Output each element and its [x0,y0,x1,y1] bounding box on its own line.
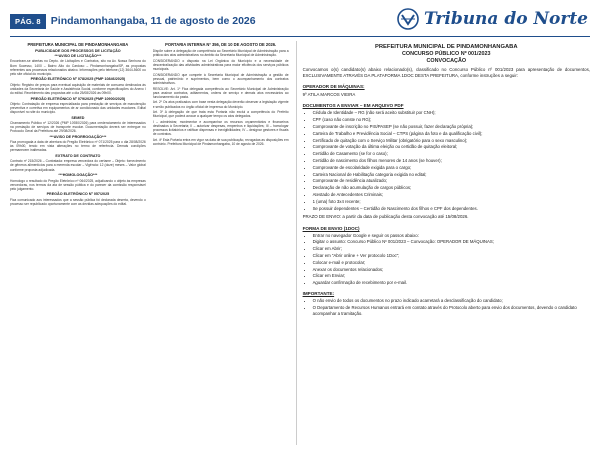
document-item: • 1 (uma) foto 3x4 recente; [313,199,590,205]
col1-section [10,54,146,76]
col1-section-head: EXTRATO DE CONTRATO [55,154,101,159]
document-item: • Comprovante de residência atualizado; [313,178,590,184]
logo-wordmark: Tribuna do Norte [423,9,588,29]
col2-title: PORTARIA INTERNA Nº 356, DE 10 DE AGOSTO DE 2026. [165,42,277,47]
role-heading: OPERADOR DE MÁQUINAS: [302,84,365,90]
convocacao-title: PREFEITURA MUNICIPAL DE PINDAMONHANGABA [374,44,518,50]
document-item: • Carteira Nacional de Habilitação categoria exigida no edital; [313,172,590,178]
important-item: • O Departamento de Recursos Humanos entrará em contato através do Protocolo aberto para envio dos documentos, devendo o candidato acompanhar a tramitação. [313,305,590,317]
step-item: • Clicar em Abrir; [313,246,590,252]
important-list [303,298,590,316]
col1-section [10,116,146,134]
col1-section-head: PREGÃO ELETRÔNICO Nº 057/2025 [46,192,110,197]
col1-section [10,77,146,95]
col1-section [10,192,146,205]
col2-paragraph: Art. 2º Os atos praticados com base nesta delegação deverão observar a legislação vigente e serão publicados no órgão oficial de imprensa do Município. [152,100,289,109]
col2-paragraph: CONSIDERANDO o disposto na Lei Orgânica do Município e a necessidade de descentralização das atividades administrativas para maior eficiência dos serviços públicos municipais. [152,58,289,71]
step-item: • Clicar em "Abrir online + Ver protocolo 1Doc"; [313,253,590,259]
col1-section-text: Objeto: Registro de preços para eventual aquisição de materiais de consumo destinados às unidades da Secretaria de Saúde e Assistência Social, conforme especificações do Anexo I do edital. Recebimento das propostas até o dia 25/08/2026 às 09h00. [10,82,146,95]
documents-heading: DOCUMENTOS A ENVIAR – EM ARQUIVO PDF [302,103,404,109]
col1-section [10,135,146,153]
document-item: • Certidão de Casamento (se for o caso); [313,151,590,157]
document-item: • Comprovante de escolaridade exigida para o cargo; [313,165,590,171]
col1-section-head: PREGÃO ELETRÔNICO Nº 079/2025 (PMP 10900/2025) [30,96,126,101]
step-item: • Entrar no navegador Google e seguir os passos abaixo: [313,233,590,239]
important-item: • O não envio de todos os documentos no prazo indicado acarretará a desclassificação do candidato; [313,298,590,304]
col1-section-head: ***AVISO DE LICITAÇÃO*** [54,54,102,59]
col1-section-text: Objeto: Contratação de empresa especializada para prestação de serviços de manutenção preventiva e corretiva em equipamentos de ar condicionado das unidades escolares. Edital disponível no site do município. [10,101,146,115]
col2-paragraph: RESOLVE: Art. 1º Fica delegada competência ao Secretário Municipal de Administração para assinar contratos, aditamentos, ordens de serviço e demais atos necessários ao funcionamento da pasta. [152,86,289,99]
document-item: • Comprovante de inscrição no PIS/PASEP (se não possuir, fazer declaração própria); [313,124,590,130]
candidate-name: 9º ATILA MARCOS VIEIRA [302,92,356,98]
step-item: • Aguardar confirmação de recebimento por e-mail. [313,280,590,286]
documents-list [303,110,590,211]
step-item: • Colocar e-mail e protocolar; [313,260,590,266]
document-item: • Carteira de Trabalho e Previdência Social – CTPS (página da foto e da qualificação civil); [313,131,590,137]
document-item: • Comprovante de votação da última eleição ou certidão de quitação eleitoral; [313,144,590,150]
col1-section-text: Encontram-se abertas no Depto. de Licitações e Contratos, sito na Av. Nossa Senhora do Bom Sucesso, 1400 – Bairro Alto do Cardoso – Pindamonhangaba/SP, as propostas referentes aos processos relacionados abaixo. Informações pelo telefone (12) 3644-5600 ou pelo site oficial do município. [10,59,146,76]
concurso-number: CONCURSO PÚBLICO Nº 001/2023 [402,51,491,57]
step-item: • Anexar os documentos relacionados; [313,267,590,273]
step-item: • Clicar em Enviar; [313,273,590,279]
col1-section-head: PREGÃO ELETRÔNICO Nº 078/2025 (PMP 10846/2025) [30,77,126,82]
col1-section-text: Fica comunicado aos interessados que a sessão pública foi declarada deserta, devendo o processo ser republicado oportunamente com as devidas adequações do edital. [10,197,146,206]
col2-paragraph: I – administrar, movimentar e acompanhar os recursos orçamentários e financeiros destinados à Secretaria; II – autorizar despesas, empenhos e liquidações; III – homologar processos licitatórios e ratificar dispensas e inexigibilidades; IV – designar gestores e fiscais de contratos. [152,120,289,137]
col1-section-head: SEMED [71,115,85,120]
col1-section-text: Contrato nº 215/2026 – Contratada: empresa vencedora do certame – Objeto: fornecimento de gêneros alimentícios para a merenda escolar – Vigência: 12 (doze) meses – Valor global conforme proposta adjudicada. [10,159,146,172]
deadline-text: PRAZO DE ENVIO: a partir da data de publicação desta convocação até 15/08/2026. [302,214,469,220]
page-date-line: Pindamonhangaba, 11 de agosto de 2026 [50,15,256,27]
col1-section-head: ***AVISO DE PRORROGAÇÃO*** [49,134,107,139]
column-convocacao [296,41,590,445]
col2-paragraph: Art. 3º A delegação de que trata esta Portaria não exclui a competência do Prefeito Municipal, que poderá avocar a qualquer tempo os atos delegados. [152,110,289,119]
col1-section [10,154,146,172]
steps-list [303,233,590,286]
col2-paragraph: CONSIDERANDO que compete à Secretaria Municipal de Administração a gestão de pessoal, patrimônio e suprimentos, bem como o acompanhamento dos contratos administrativos. [152,72,289,85]
document-item: • Cédula de Identidade – RG (não será aceito substituir por CNH); [313,110,590,116]
convocacao-label: CONVOCAÇÃO [426,58,467,64]
document-item: • CPF (caso não conste no RG); [313,117,590,123]
newspaper-logo [396,8,588,30]
col2-paragraph: Dispõe sobre a delegação de competência ao Secretário Municipal de Administração para a prática dos atos administrativos no âmbito da Secretaria Municipal de Administração. [152,48,289,58]
page-header [10,6,590,37]
col1-section-text: Homologo o resultado do Pregão Eletrônico nº 064/2025, adjudicando o objeto às empresas vencedoras, nos termos da ata de sessão pública e do parecer da comissão responsável pelo julgamento. [10,178,146,191]
col1-section [10,173,146,191]
col1-title: PREFEITURA MUNICIPAL DE PINDAMONHANGABA [27,42,129,47]
column-portaria [153,41,289,445]
col1-section-text: Fica prorrogada a data de abertura do Pregão Eletrônico nº 071/2025 para o dia 28/08/2026 às 09h00, tendo em vista alterações no termo de referência. Demais condições permanecem inalteradas. [10,140,146,153]
col1-section-text: Chamamento Público nº 12/2026 (PMP 10930/2026) para credenciamento de interessados na prestação de serviços de transporte escolar. Documentação deverá ser entregue no Protocolo Geral da Prefeitura até 29/08/2026. [10,121,146,134]
document-item: • Se possuir dependentes – Certidão de Nascimento dos filhos e CPF dos dependentes. [313,206,590,212]
document-item: • Certificado de quitação com o Serviço Militar (obrigatório para o sexo masculino); [313,138,590,144]
column-licitacoes [10,41,146,445]
document-item: • Declaração de não acumulação de cargos públicos; [313,185,590,191]
step-item: • Digitar o assunto: Concurso Público Nº 001/2023 – Convocação: OPERADOR DE MÁQUINAS; [313,239,590,245]
convocacao-intro: Convocamos o(s) candidato(s) abaixo relacionado(s), classificado no Concurso Público nº 001/2023 para apresentação de documentos, EXCLUSIVAMENTE ATRAVÉS DA PLATAFORMA 1DOC DESTA PREFEITURA, conforme instruções a seguir: [302,67,590,79]
col1-section [10,97,146,115]
logo-emblem-icon [396,8,420,30]
form-heading: FORMA DE ENVIO (1DOC) [302,225,360,231]
page-number-badge: PÁG. 8 [10,14,46,29]
document-item: • Atestado de Antecedentes Criminais; [313,192,590,198]
col1-subtitle: PUBLICIDADE DOS PROCESSOS DE LICITAÇÃO [35,48,121,53]
col2-paragraph: Art. 4º Esta Portaria entra em vigor na data de sua publicação, revogadas as disposições em contrário. Prefeitura Municipal de Pindamonhangaba, 10 de agosto de 2026. [152,138,289,147]
col1-section-head: ***HOMOLOGAÇÃO*** [58,173,98,178]
document-item: • Certidão de nascimento dos filhos menores de 14 anos (se houver); [313,158,590,164]
important-heading: IMPORTANTE: [302,290,335,296]
